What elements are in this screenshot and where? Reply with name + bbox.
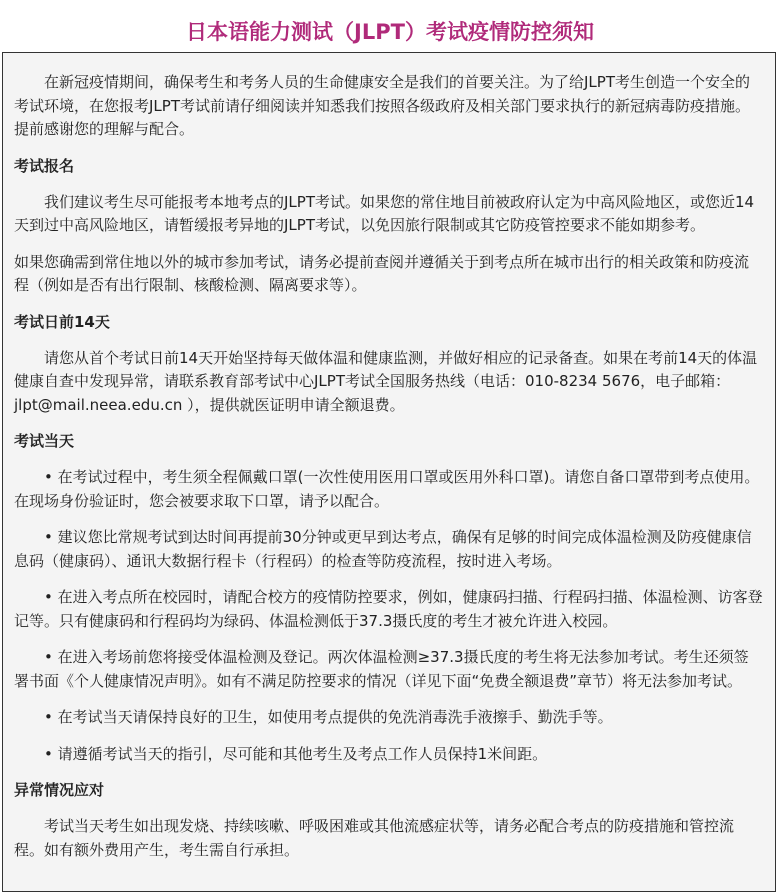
section-heading: 考试报名 <box>14 156 75 175</box>
section-heading: 异常情况应对 <box>14 781 105 799</box>
paragraph: 考试当天考生如出现发烧、持续咳嗽、呼吸困难或其他流感症状等，请务必配合考点的防疫措施和管控流程。如有额外费用产生，考生需自行承担。 <box>14 817 735 859</box>
page-title: 日本语能力测试（JLPT）考试疫情防控须知 <box>186 20 594 44</box>
bullet-item: • 请遵循考试当天的指引，尽可能和其他考生及考点工作人员保持1米间距。 <box>44 744 548 763</box>
bullet-item: • 在进入考场前您将接受体温检测及登记。两次体温检测≥37.3摄氏度的考生将无法参加考试。考生还须签署书面《个人健康情况声明》。如有不满足防控要求的情况（详见下面“免费全额退费”章节）将无法参加考试。 <box>14 648 749 690</box>
intro-paragraph: 在新冠疫情期间，确保考生和考务人员的生命健康安全是我们的首要关注。为了给JLPT考生创造一个安全的考试环境，在您报考JLPT考试前请仔细阅读并知悉我们按照各级政府及相关部门要求执行的新冠病毒防疫措施。提前感谢您的理解与配合。 <box>14 73 750 138</box>
section-heading: 考试日前14天 <box>14 312 110 331</box>
bullet-item: • 在进入考点所在校园时，请配合校方的疫情防控要求，例如，健康码扫描、行程码扫描、体温检测、访客登记等。只有健康码和行程码均为绿码、体温检测低于37.3摄氏度的考生才被允许进入校园。 <box>14 588 763 630</box>
section-heading: 考试当天 <box>14 432 75 450</box>
paragraph: 我们建议考生尽可能报考本地考点的JLPT考试。如果您的常住地目前被政府认定为中高风险地区，或您近14天到过中高风险地区，请暂缓报考异地的JLPT考试，以免因旅行限制或其它防疫管控要求不能如期参考。 <box>14 192 755 234</box>
paragraph: 请您从首个考试日前14天开始坚持每天做体温和健康监测，并做好相应的记录备查。如果在考前14天的体温健康自查中发现异常，请联系教育部考试中心JLPT考试全国服务热线（电话：010-8234 5676，电子邮箱：jlpt@mail.neea.edu.cn ），提供就医证明申请全额退费。 <box>14 348 758 414</box>
paragraph: 如果您确需到常住地以外的城市参加考试，请务必提前查阅并遵循关于到考点所在城市出行的相关政策和防疫流程（例如是否有出行限制、核酸检测、隔离要求等）。 <box>14 252 750 294</box>
bullet-item: • 建议您比常规考试到达时间再提前30分钟或更早到达考点，确保有足够的时间完成体温检测及防疫健康信息码（健康码）、通讯大数据行程卡（行程码）的检查等防疫流程，按时进入考场。 <box>14 528 752 570</box>
bullet-item: • 在考试当天请保持良好的卫生，如使用考点提供的免洗消毒洗手液擦手、勤洗手等。 <box>44 708 613 726</box>
sections <box>14 155 763 863</box>
bullet-item: • 在考试过程中，考生须全程佩戴口罩(一次性使用医用口罩或医用外科口罩)。请您自备口罩带到考点使用。在现场身份验证时，您会被要求取下口罩，请予以配合。 <box>14 468 760 510</box>
notice-box <box>2 52 776 892</box>
